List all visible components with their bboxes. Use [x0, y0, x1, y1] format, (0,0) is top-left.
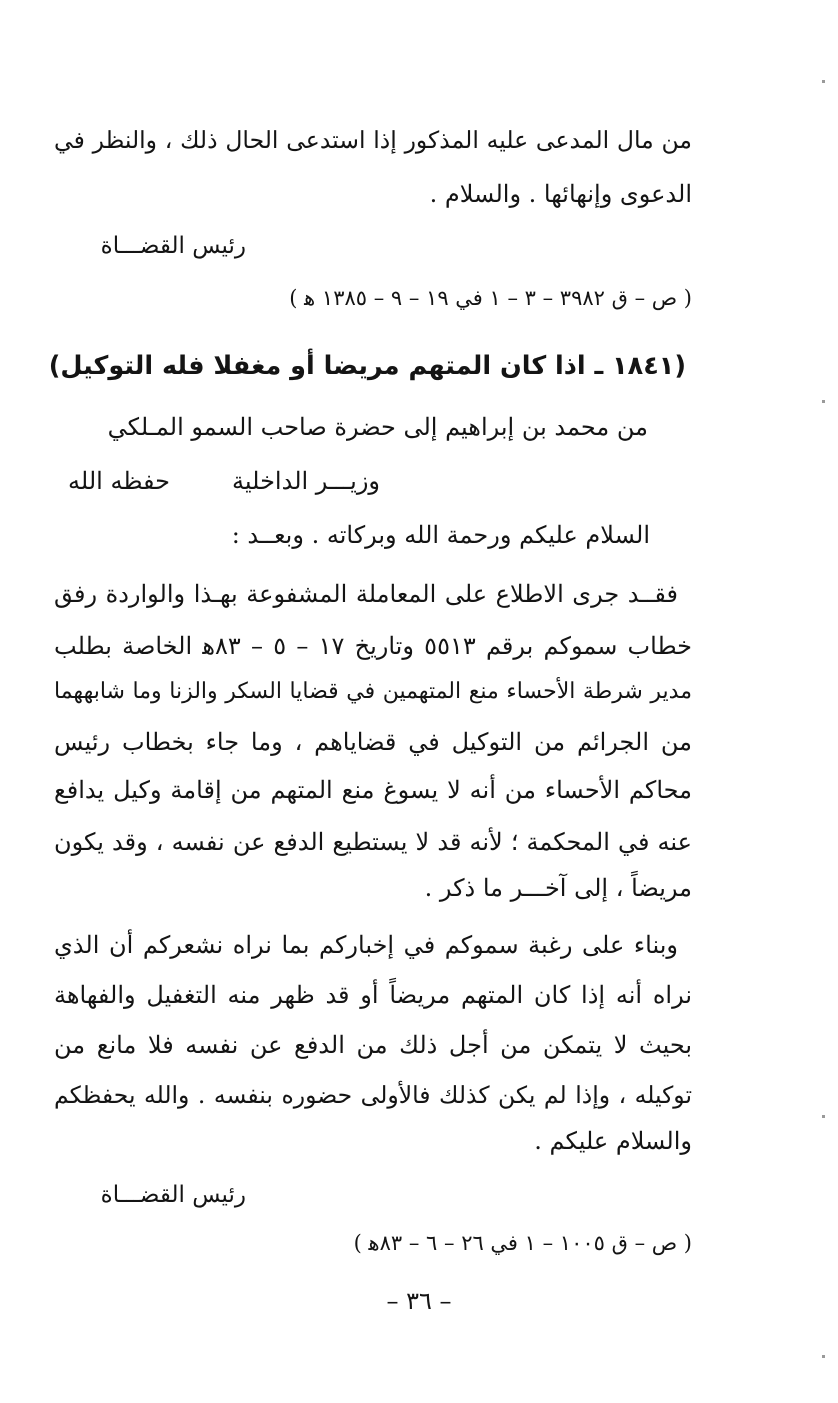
signature-title: رئيس القضـــاة: [100, 1182, 246, 1208]
paragraph-line: وبناء على رغبة سموكم في إخباركم بما نراه نشعركم أن الذي: [54, 931, 678, 959]
paragraph-line: مريضاً ، إلى آخـــر ما ذكر .: [424, 874, 692, 902]
paragraph-line: عنه في المحكمة ؛ لأنه قد لا يستطيع الدفع عن نفسه ، وقد يكون: [54, 828, 692, 856]
paragraph-line: محاكم الأحساء من أنه لا يسوغ منع المتهم من إقامة وكيل يدافع: [54, 776, 692, 804]
scan-speck: [822, 400, 825, 403]
paragraph-line: توكيله ، وإذا لم يكن كذلك فالأولى حضوره بنفسه . والله يحفظكم: [54, 1081, 692, 1109]
addressee-title: وزيـــر الداخلية: [232, 467, 380, 495]
paragraph-line: مدير شرطة الأحساء منع المتهمين في قضايا السكر والزنا وما شابههما: [54, 679, 692, 704]
paragraph-line: خطاب سموكم برقم ٥٥١٣ وتاريخ ١٧ – ٥ – ٨٣ﻫ الخاصة بطلب: [54, 632, 692, 660]
signature-title: رئيس القضـــاة: [100, 233, 246, 259]
paragraph-line: الدعوى وإنهائها . والسلام .: [429, 180, 692, 208]
scan-speck: [822, 1355, 825, 1358]
scan-speck: [822, 1115, 825, 1118]
greeting-line: السلام عليكم ورحمة الله وبركاته . وبعــد :: [231, 521, 650, 549]
paragraph-line: نراه أنه إذا كان المتهم مريضاً أو قد ظهر منه التغفيل والفهاهة: [54, 981, 692, 1009]
document-reference: ( ص – ق ٣٩٨٢ – ٣ – ١ في ١٩ – ٩ – ١٣٨٥ ﻫ ): [289, 286, 692, 310]
paragraph-line: فقــد جرى الاطلاع على المعاملة المشفوعة بهـذا والواردة رفق: [54, 580, 678, 608]
paragraph-line: من مال المدعى عليه المذكور إذا استدعى الحال ذلك ، والنظر في: [54, 126, 692, 154]
document-reference: ( ص – ق ١٠٠٥ – ١ في ٢٦ – ٦ – ٨٣ﻫ ): [353, 1231, 692, 1255]
scan-speck: [822, 80, 825, 83]
blessing-phrase: حفظه الله: [68, 467, 170, 495]
paragraph-line: من الجرائم من التوكيل في قضاياهم ، وما جاء بخطاب رئيس: [54, 728, 692, 756]
paragraph-line: والسلام عليكم .: [534, 1127, 692, 1155]
letter-from-line: من محمد بن إبراهيم إلى حضرة صاحب السمو المـلكي: [107, 413, 648, 441]
section-heading: (١٨٤١ ـ اذا كان المتهم مريضا أو مغفلا فله التوكيل): [48, 351, 686, 381]
paragraph-line: بحيث لا يتمكن من أجل ذلك من الدفع عن نفسه فلا مانع من: [54, 1031, 692, 1059]
page-number: – ٣٦ –: [386, 1287, 452, 1315]
